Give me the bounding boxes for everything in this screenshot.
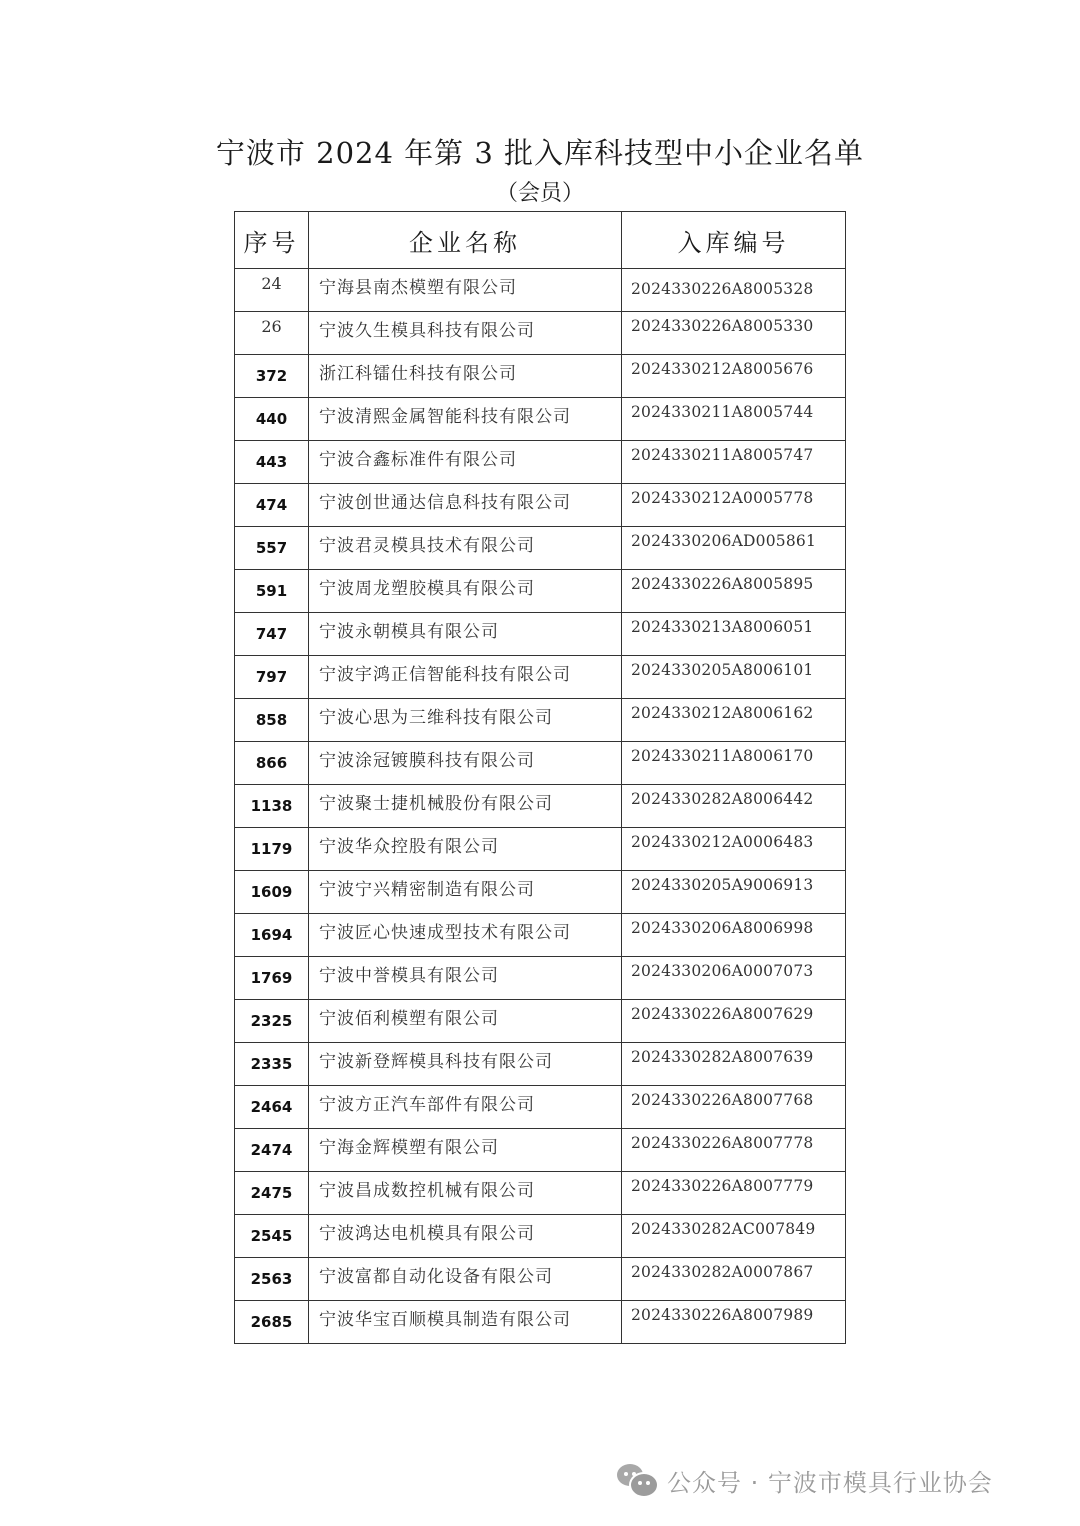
table-row: [235, 1301, 846, 1344]
watermark-text: 公众号 · 宁波市模具行业协会: [667, 1468, 993, 1497]
table-row: [235, 1000, 846, 1043]
row-index: 858: [255, 711, 288, 729]
table-row: [235, 312, 846, 355]
row-company-name: 宁波鸿达电机模具有限公司: [319, 1224, 535, 1244]
row-index: 1179: [250, 840, 293, 858]
document-subtitle: （会员）: [495, 181, 584, 206]
row-index: 440: [255, 410, 288, 428]
row-index: 2464: [250, 1098, 293, 1116]
table-row: [235, 527, 846, 570]
table-row: [235, 1215, 846, 1258]
table-row: [235, 871, 846, 914]
row-index: 2685: [250, 1313, 293, 1331]
row-company-name: 宁波聚士捷机械股份有限公司: [319, 794, 553, 814]
table-row: [235, 785, 846, 828]
table-row: [235, 828, 846, 871]
row-company-name: 浙江科镭仕科技有限公司: [319, 364, 517, 384]
row-registration-code: 2024330213A8006051: [631, 618, 814, 636]
header-index: 序号: [235, 212, 309, 269]
row-company-name: 宁波宁兴精密制造有限公司: [319, 880, 535, 900]
row-company-name: 宁波富都自动化设备有限公司: [319, 1267, 553, 1287]
row-registration-code: 2024330282A8006442: [631, 790, 814, 808]
table-row: [235, 484, 846, 527]
enterprise-table: [234, 211, 846, 1344]
row-company-name: 宁波清熙金属智能科技有限公司: [319, 407, 571, 427]
row-registration-code: 2024330226A8007779: [631, 1177, 814, 1195]
row-company-name: 宁波君灵模具技术有限公司: [319, 536, 535, 556]
row-registration-code: 2024330226A8007629: [631, 1005, 814, 1023]
row-company-name: 宁波新登辉模具科技有限公司: [319, 1052, 553, 1072]
row-index: 26: [261, 317, 282, 336]
row-index: 443: [255, 453, 288, 471]
row-registration-code: 2024330282AC007849: [631, 1220, 816, 1238]
table-row: [235, 570, 846, 613]
row-company-name: 宁波华宝百顺模具制造有限公司: [319, 1310, 571, 1330]
row-company-name: 宁波中誉模具有限公司: [319, 966, 499, 986]
row-company-name: 宁波创世通达信息科技有限公司: [319, 493, 571, 513]
header-registration-code: 入库编号: [622, 212, 846, 269]
row-index: 2335: [250, 1055, 293, 1073]
table-row: [235, 398, 846, 441]
row-index: 591: [255, 582, 288, 600]
row-registration-code: 2024330206A0007073: [631, 962, 814, 980]
table-row: [235, 441, 846, 484]
table-header-row: [235, 212, 846, 269]
row-index: 372: [255, 367, 288, 385]
row-registration-code: 2024330226A8005330: [631, 317, 814, 335]
row-index: 2475: [250, 1184, 293, 1202]
row-index: 557: [255, 539, 288, 557]
row-registration-code: 2024330212A8005676: [631, 360, 814, 378]
row-registration-code: 2024330212A0005778: [631, 489, 814, 507]
row-registration-code: 2024330226A8005328: [631, 280, 814, 298]
row-registration-code: 2024330205A9006913: [631, 876, 814, 894]
row-registration-code: 2024330211A8006170: [631, 747, 814, 765]
table-row: [235, 1086, 846, 1129]
table-row: [235, 914, 846, 957]
row-registration-code: 2024330205A8006101: [631, 661, 814, 679]
row-company-name: 宁波心思为三维科技有限公司: [319, 708, 553, 728]
table-row: [235, 613, 846, 656]
row-index: 2545: [250, 1227, 293, 1245]
row-index: 747: [255, 625, 288, 643]
row-index: 1694: [250, 926, 293, 944]
row-index: 1769: [250, 969, 293, 987]
table-row: [235, 355, 846, 398]
row-company-name: 宁波佰利模塑有限公司: [319, 1009, 499, 1029]
row-index: 474: [255, 496, 288, 514]
table-row: [235, 1258, 846, 1301]
table-row: [235, 1172, 846, 1215]
row-index: 1138: [250, 797, 293, 815]
row-registration-code: 2024330226A8007778: [631, 1134, 814, 1152]
header-company-name: 企业名称: [309, 212, 622, 269]
table-row: [235, 1129, 846, 1172]
row-company-name: 宁波方正汽车部件有限公司: [319, 1095, 535, 1115]
table-row: [235, 742, 846, 785]
row-registration-code: 2024330226A8007989: [631, 1306, 814, 1324]
row-company-name: 宁波合鑫标准件有限公司: [319, 450, 517, 470]
row-registration-code: 2024330282A0007867: [631, 1263, 814, 1281]
table-row: [235, 699, 846, 742]
table-row: [235, 269, 846, 312]
row-registration-code: 2024330206AD005861: [631, 532, 817, 550]
row-index: 866: [255, 754, 288, 772]
row-index: 2474: [250, 1141, 293, 1159]
row-registration-code: 2024330206A8006998: [631, 919, 814, 937]
row-company-name: 宁波昌成数控机械有限公司: [319, 1181, 535, 1201]
row-registration-code: 2024330282A8007639: [631, 1048, 814, 1066]
row-index: 2563: [250, 1270, 293, 1288]
table-row: [235, 656, 846, 699]
row-registration-code: 2024330212A8006162: [631, 704, 814, 722]
row-company-name: 宁海县南杰模塑有限公司: [319, 278, 517, 298]
row-registration-code: 2024330211A8005747: [631, 446, 814, 464]
row-index: 24: [261, 274, 282, 293]
row-registration-code: 2024330226A8007768: [631, 1091, 814, 1109]
row-company-name: 宁波久生模具科技有限公司: [319, 321, 535, 341]
row-company-name: 宁波宇鸿正信智能科技有限公司: [319, 665, 571, 685]
document-title: 宁波市 2024 年第 3 批入库科技型中小企业名单: [215, 136, 865, 170]
row-index: 1609: [250, 883, 293, 901]
row-company-name: 宁波永朝模具有限公司: [319, 622, 499, 642]
row-registration-code: 2024330211A8005744: [631, 403, 814, 421]
row-company-name: 宁海金辉模塑有限公司: [319, 1138, 499, 1158]
row-index: 2325: [250, 1012, 293, 1030]
row-company-name: 宁波周龙塑胶模具有限公司: [319, 579, 535, 599]
watermark: [617, 1462, 993, 1498]
row-index: 797: [255, 668, 288, 686]
row-company-name: 宁波涂冠镀膜科技有限公司: [319, 751, 535, 771]
row-company-name: 宁波匠心快速成型技术有限公司: [319, 923, 571, 943]
table-row: [235, 957, 846, 1000]
row-registration-code: 2024330212A0006483: [631, 833, 814, 851]
table-row: [235, 1043, 846, 1086]
row-company-name: 宁波华众控股有限公司: [319, 837, 499, 857]
wechat-icon: [617, 1462, 659, 1498]
row-registration-code: 2024330226A8005895: [631, 575, 814, 593]
